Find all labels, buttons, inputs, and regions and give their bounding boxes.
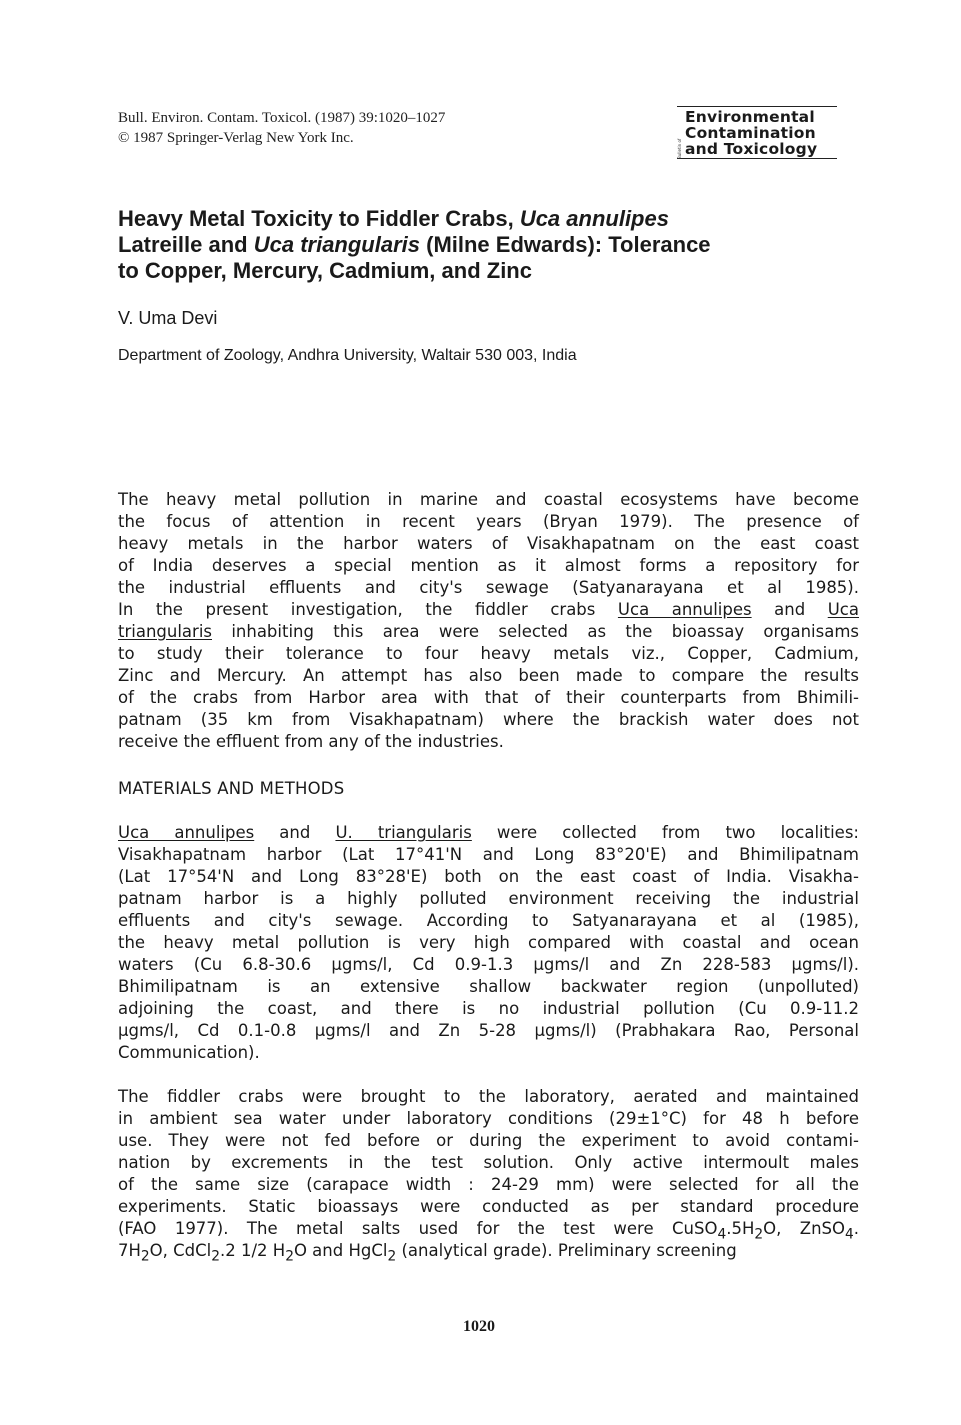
text-line: patnam (35 km from Visakhapatnam) where the brackish water does not bbox=[118, 710, 859, 729]
affiliation: Department of Zoology, Andhra University, Waltair 530 003, India bbox=[118, 347, 577, 364]
journal-logo-line-3: and Toxicology bbox=[685, 140, 818, 158]
text-line: Communication). bbox=[118, 1043, 260, 1062]
text-line: the industrial effluents and city's sewage (Satyanarayana et al 1985). bbox=[118, 578, 859, 597]
text-line: of the crabs from Harbor area with that of their counterparts from Bhimili- bbox=[118, 688, 859, 707]
citation-block bbox=[118, 108, 445, 148]
species-name: triangularis bbox=[118, 622, 212, 641]
text-line: receive the effluent from any of the industries. bbox=[118, 732, 504, 751]
text-line: waters (Cu 6.8-30.6 μgms/l, Cd 0.9-1.3 μgms/l and Zn 228-583 μgms/l). bbox=[118, 955, 859, 974]
species-name: U. triangularis bbox=[335, 823, 472, 842]
text-line: heavy metals in the harbor waters of Visakhapatnam on the east coast bbox=[118, 534, 859, 553]
intro-paragraph bbox=[118, 489, 859, 753]
text-line: nation by excrements in the test solution. Only active intermoult males bbox=[118, 1153, 859, 1172]
text-line: experiments. Static bioassays were conducted as per standard procedure bbox=[118, 1197, 859, 1216]
article-title bbox=[118, 206, 838, 284]
journal-logo-side-text: Bulletin of bbox=[677, 138, 682, 159]
text-line: adjoining the coast, and there is no industrial pollution (Cu 0.9-11.2 bbox=[118, 999, 859, 1018]
text-line: Visakhapatnam harbor (Lat 17°41'N and Long 83°20'E) and Bhimilipatnam bbox=[118, 845, 859, 864]
text-line: μgms/l, Cd 0.1-0.8 μgms/l and Zn 5-28 μgms/l) (Prabhakara Rao, Personal bbox=[118, 1021, 859, 1040]
journal-logo-line-2: Contamination bbox=[685, 124, 816, 142]
text-line: the focus of attention in recent years (Bryan 1979). The presence of bbox=[118, 512, 859, 531]
text-line: Bhimilipatnam is an extensive shallow backwater region (unpolluted) bbox=[118, 977, 859, 996]
text-line: Uca annulipes and U. triangularis were collected from two localities: bbox=[118, 823, 859, 842]
text-line: $7H_2O$, CdCl$_2$.2 1/2 $H_2O$ and HgCl$_2$ (analytical grade). Preliminary screening bbox=[118, 1241, 737, 1265]
methods-paragraph-2 bbox=[118, 1086, 859, 1265]
section-heading: MATERIALS AND METHODS bbox=[118, 779, 345, 798]
citation-line-1: Bull. Environ. Contam. Toxicol. (1987) 39:1020–1027 bbox=[118, 110, 446, 126]
text-line: patnam harbor is a highly polluted environment receiving the industrial bbox=[118, 889, 859, 908]
title-species-2: Uca triangularis bbox=[253, 232, 420, 257]
text-line: to study their tolerance to four heavy metals viz., Copper, Cadmium, bbox=[118, 644, 859, 663]
text-line: The fiddler crabs were brought to the laboratory, aerated and maintained bbox=[118, 1087, 859, 1106]
text-line: Zinc and Mercury. An attempt has also been made to compare the results bbox=[118, 666, 859, 685]
text-line: (FAO 1977). The metal salts used for the test were $CuSO_4.5H_2O$, ZnSO$_4$. bbox=[118, 1219, 859, 1243]
text-line: The heavy metal pollution in marine and coastal ecosystems have become bbox=[118, 490, 859, 509]
author: V. Uma Devi bbox=[118, 308, 218, 328]
text-line: in ambient sea water under laboratory conditions (29±1°C) for 48 h before bbox=[118, 1109, 859, 1128]
title-text: to Copper, Mercury, Cadmium, and Zinc bbox=[118, 258, 532, 283]
species-name: Uca bbox=[827, 600, 859, 619]
species-name: Uca annulipes bbox=[118, 823, 255, 842]
text-line: triangularis inhabiting this area were selected as the bioassay organisams bbox=[118, 622, 859, 641]
title-text: (Milne Edwards): Tolerance bbox=[420, 232, 711, 257]
species-name: Uca annulipes bbox=[617, 600, 752, 619]
text-line: of India deserves a special mention as it almost forms a repository for bbox=[118, 556, 859, 575]
text-line: use. They were not fed before or during the experiment to avoid contami- bbox=[118, 1131, 859, 1150]
title-text: Heavy Metal Toxicity to Fiddler Crabs, bbox=[118, 206, 520, 231]
text-line: In the present investigation, the fiddler crabs Uca annulipes and Uca bbox=[118, 600, 859, 619]
title-text: Latreille and bbox=[118, 232, 254, 257]
page-number: 1020 bbox=[463, 1318, 495, 1335]
text-line: the heavy metal pollution is very high compared with coastal and ocean bbox=[118, 933, 859, 952]
text-line: (Lat 17°54'N and Long 83°28'E) both on the east coast of India. Visakha- bbox=[118, 867, 859, 886]
journal-logo-line-1: Environmental bbox=[685, 108, 815, 126]
title-species-1: Uca annulipes bbox=[519, 206, 669, 231]
text-line: effluents and city's sewage. According to Satyanarayana et al (1985), bbox=[118, 911, 859, 930]
journal-logo bbox=[677, 106, 837, 159]
text-line: of the same size (carapace width : 24-29 mm) were selected for all the bbox=[118, 1175, 859, 1194]
methods-paragraph-1 bbox=[118, 822, 859, 1064]
citation-line-2: © 1987 Springer-Verlag New York Inc. bbox=[118, 130, 354, 146]
